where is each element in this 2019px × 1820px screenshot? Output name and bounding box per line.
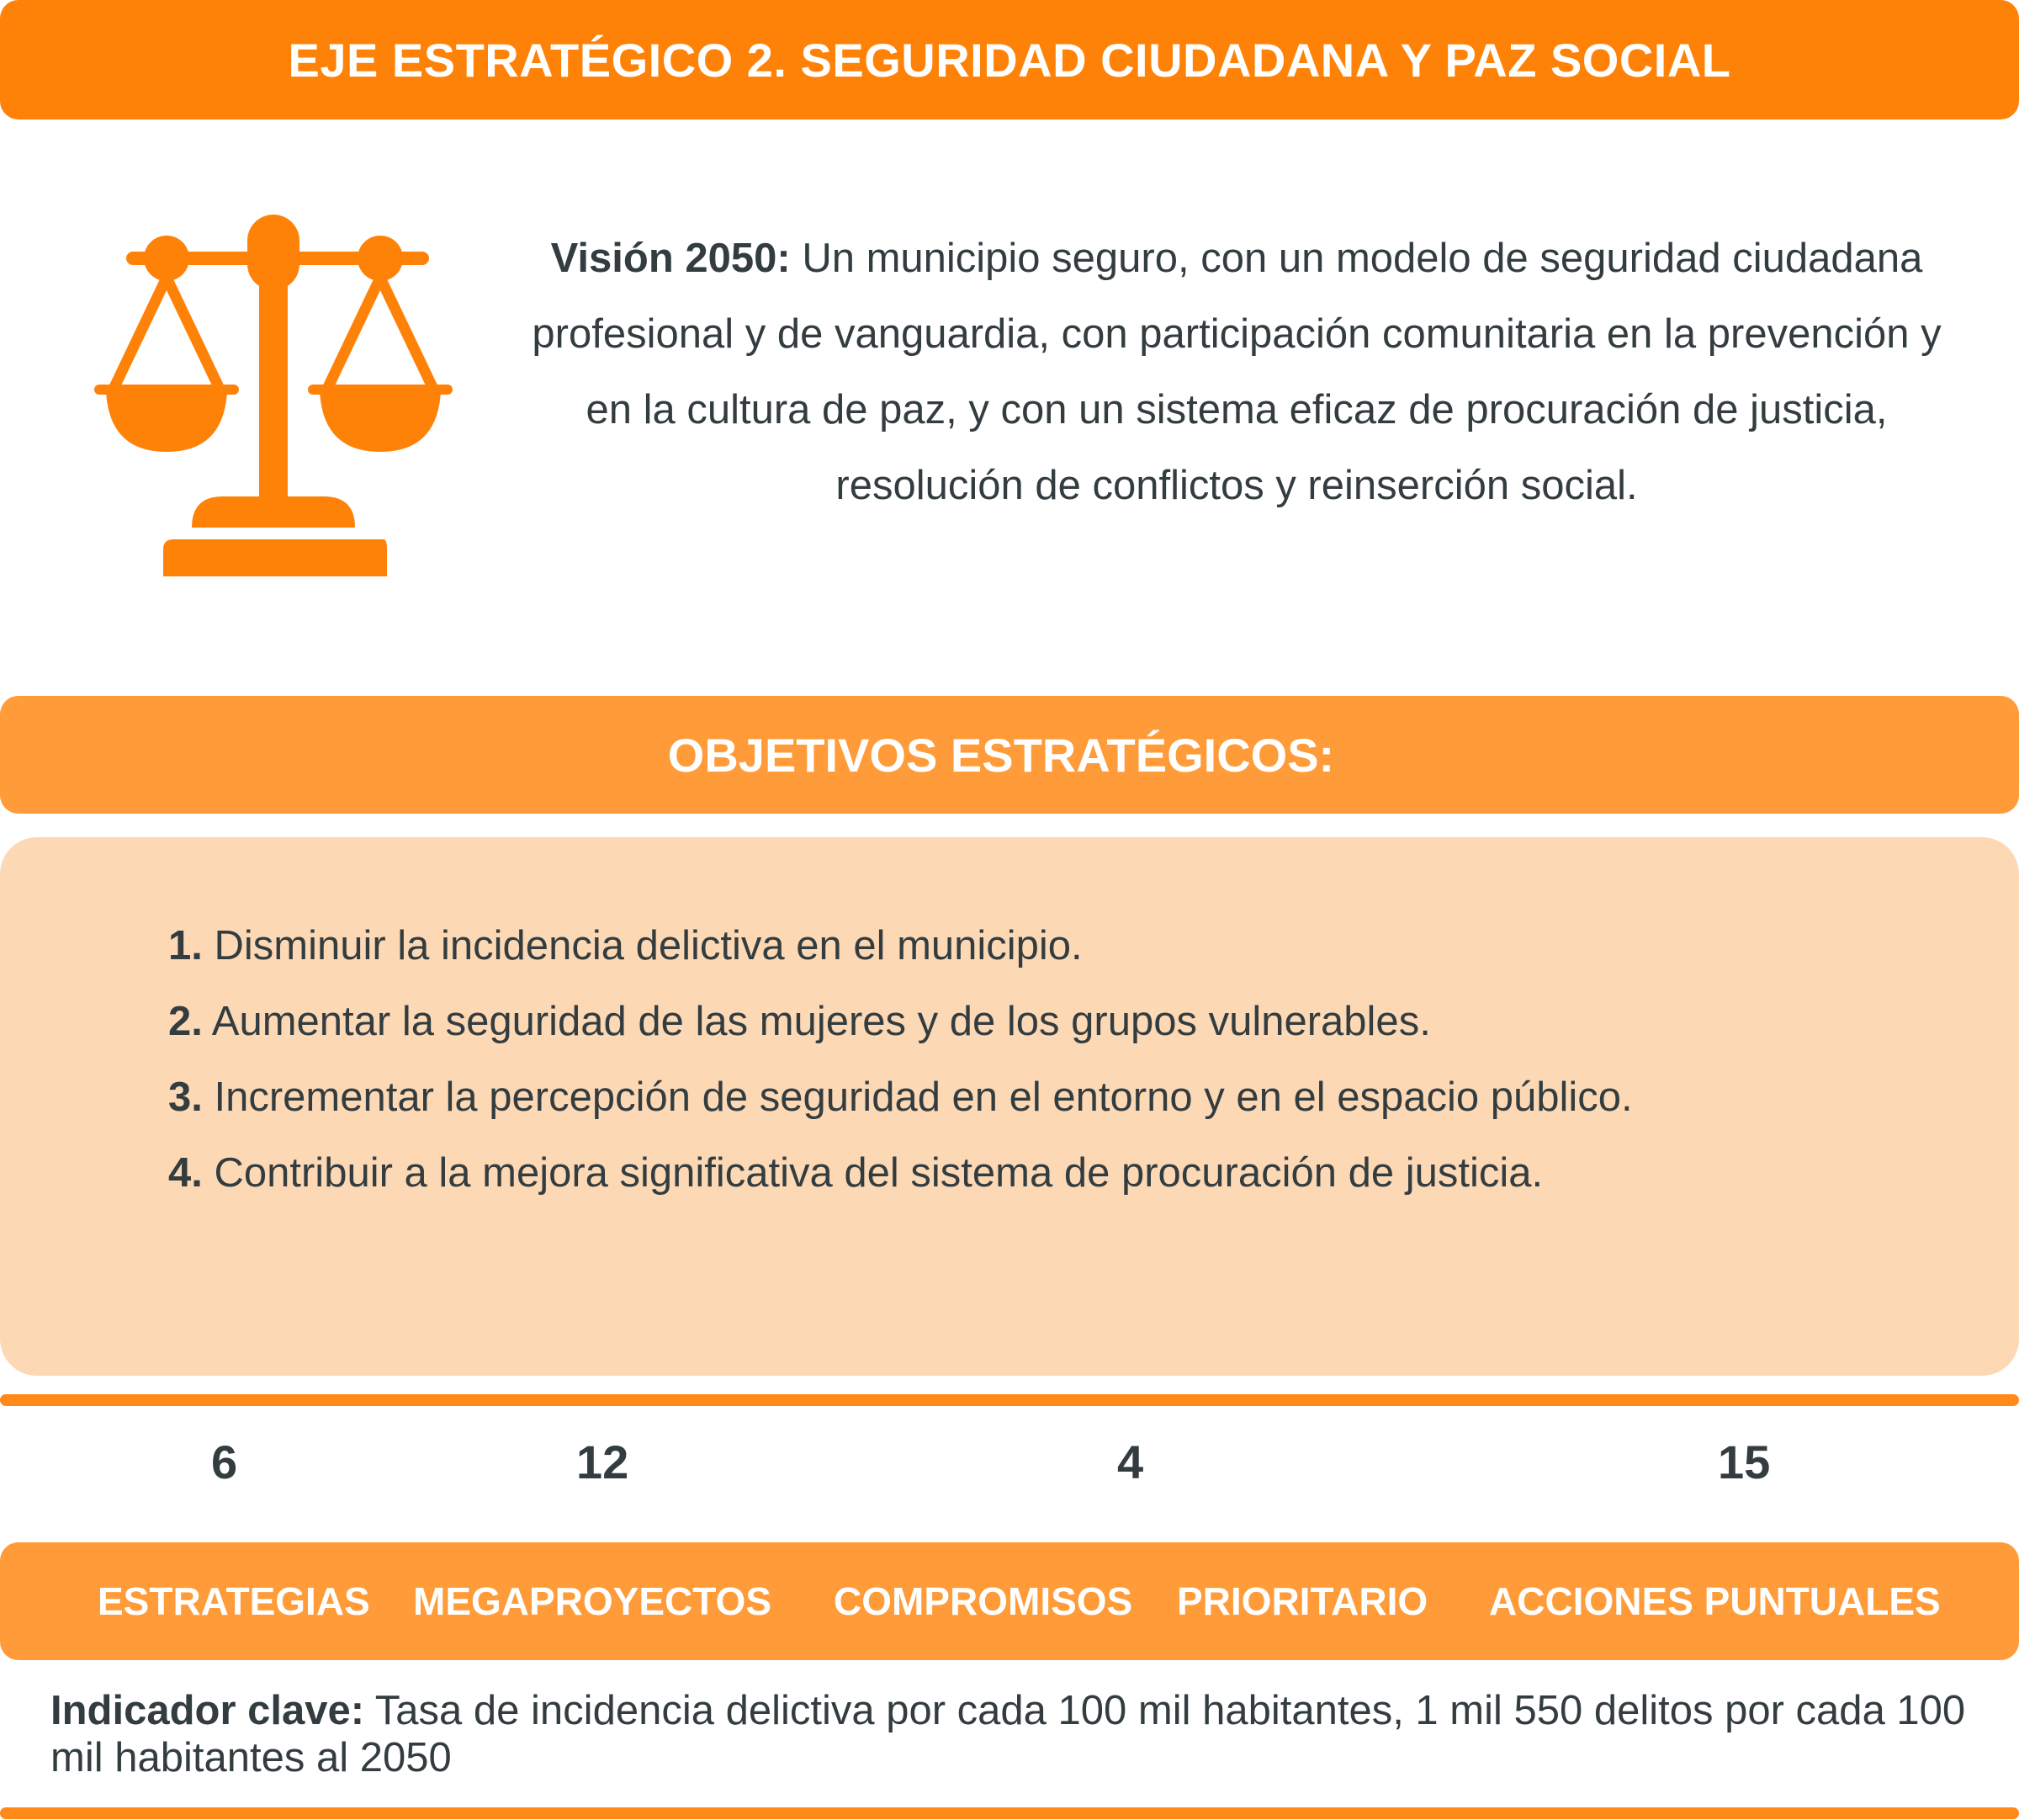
count-compromisos: 4 [1117, 1435, 1144, 1488]
objective-number: 2. [168, 999, 203, 1044]
objective-text: Aumentar la seguridad de las mujeres y de los grupos vulnerables. [202, 999, 1431, 1044]
key-indicator [50, 1687, 1985, 1781]
count-estrategias: 6 [211, 1435, 238, 1488]
summary-labels-band [0, 1542, 2019, 1660]
list-item [168, 1135, 1633, 1211]
objective-number: 4. [168, 1150, 203, 1196]
objective-number: 1. [168, 923, 203, 968]
list-item [168, 1059, 1633, 1135]
label-compromisos: COMPROMISOS [834, 1579, 1133, 1623]
section-header-band [0, 0, 2019, 119]
divider [0, 1807, 2019, 1819]
label-megaproyectos: MEGAPROYECTOS [413, 1579, 771, 1623]
objective-number: 3. [168, 1074, 203, 1120]
list-item [168, 908, 1633, 984]
page-title: EJE ESTRATÉGICO 2. SEGURIDAD CIUDADANA Y PAZ SOCIAL [288, 33, 1731, 87]
objectives-list [168, 908, 1633, 1211]
label-prioritario: PRIORITARIO [1177, 1579, 1428, 1623]
vision-statement [522, 220, 1952, 523]
label-estrategias: ESTRATEGIAS [98, 1579, 370, 1623]
objective-text: Incrementar la percepción de seguridad en el entorno y en el espacio público. [202, 1074, 1633, 1120]
objectives-panel [0, 837, 2019, 1376]
objective-text: Disminuir la incidencia delictiva en el municipio. [202, 923, 1083, 968]
objective-text: Contribuir a la mejora significativa del sistema de procuración de justicia. [202, 1150, 1544, 1196]
scales-of-justice-icon [93, 215, 463, 578]
label-acciones-puntuales: ACCIONES PUNTUALES [1489, 1579, 1941, 1623]
vision-body: Un municipio seguro, con un modelo de seguridad ciudadana profesional y de vanguardia, con participación comunitaria en la prevención y en la cultura de paz, y con un sistema eficaz de procuración de justicia, resolución de conflictos y reinserción social. [532, 236, 1942, 508]
indicator-text: Tasa de incidencia delictiva por cada 100 mil habitantes, 1 mil 550 delitos por cada 100 mil habitantes al 2050 [50, 1688, 1966, 1780]
divider [0, 1394, 2019, 1406]
count-megaproyectos: 12 [576, 1435, 629, 1488]
objectives-title: OBJETIVOS ESTRATÉGICOS: [667, 728, 1335, 782]
count-acciones-puntuales: 15 [1718, 1435, 1771, 1488]
objectives-header-band [0, 696, 2019, 814]
indicator-label: Indicador clave: [50, 1688, 365, 1733]
list-item [168, 984, 1633, 1059]
vision-label: Visión 2050: [550, 236, 791, 281]
